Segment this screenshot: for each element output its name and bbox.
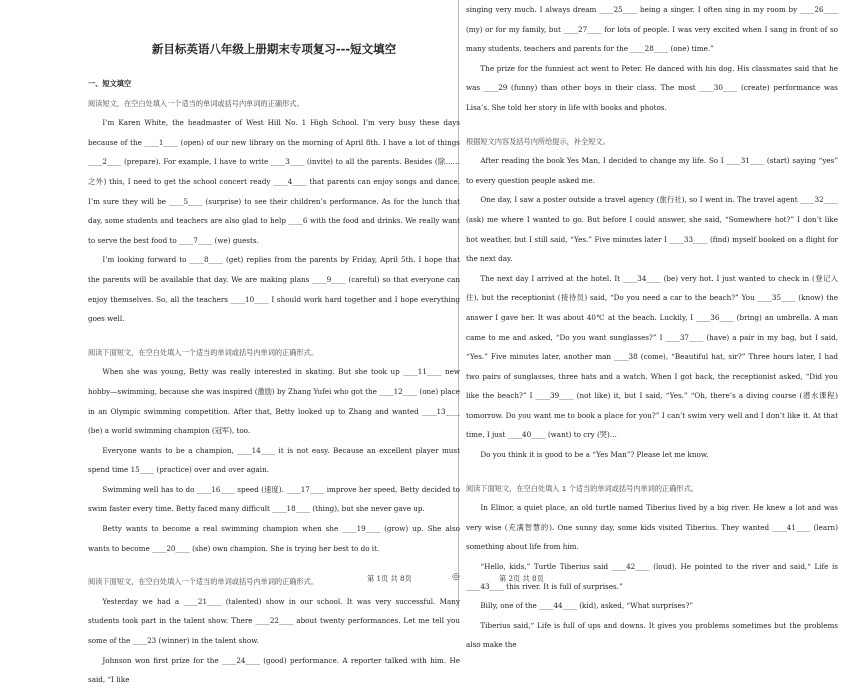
passage-paragraph: Do you think it is good to be a “Yes Man”? Please let me know. bbox=[480, 450, 709, 460]
passage-paragraph: Everyone wants to be a champion, ____14____ it is not easy. Because an excellent player must spend time 15____ (practice) over and over again. bbox=[88, 445, 460, 475]
passage-paragraph: Billy, one of the ____44____ (kid), asked, “What surprises?” bbox=[480, 601, 694, 611]
instruction-line: 阅读短文，在空白处填入一个适当的单词或括号内单词的正确形式。 bbox=[88, 98, 304, 108]
passage-paragraph: Tiberius said,“ Life is full of ups and downs. It gives you problems sometimes but the problems also make the bbox=[466, 620, 838, 650]
passage-paragraph: I’m looking forward to ____8____ (get) replies from the parents by Friday, April 5th. I hope that the parents will be available that day. We are making plans ____9____ (careful) so that everyone can enjoy themselves. So, all the teachers ____10____ I should work hard together and I hope everything goes well. bbox=[88, 255, 460, 324]
instruction-line: 阅读下面短文，在空白处填入一个适当的单词或括号内单词的正确形式。 bbox=[88, 347, 319, 357]
passage-paragraph: “Hello, kids,” Turtle Tiberius said ____42____ (loud). He pointed to the river and said,“ Life is ____43____ this river. It is full of surprises.” bbox=[466, 562, 838, 591]
passage-paragraph: I’m Karen White, the headmaster of West Hill No. 1 High School. I’m very busy these days because of the ____1____ (open) of our new library on the morning of April 8th. I have a lot of things ____2____ (prepare). For example, I have to write ____3____ (invite) to all the parents. Besides (除……之外) this, I need to get the school concert ready ____4____ that parents can enjoy songs and dance. I’m sure they will be ____5____ (surprise) to see their children’s performance. As for the lunch that day, some students and teachers are also glad to help ____6 with the food and drinks. We really want to serve the best food to ____7____ (we) guests. bbox=[88, 118, 460, 245]
section-gap bbox=[466, 118, 838, 132]
section-gap bbox=[88, 558, 460, 572]
section-gap bbox=[88, 329, 460, 343]
passage-paragraph: Betty wants to become a real swimming champion when she ____19____ (grow) up. She also wants to become ____20____ (she) own champion. She is trying her best to do it. bbox=[88, 524, 460, 553]
instruction-line: 阅读下面短文，在空白处填入一个适当的单词或括号内单词的正确形式。 bbox=[88, 577, 319, 587]
page-number-left: 第 1页 共 8页 bbox=[367, 574, 412, 583]
passage-paragraph: In Elinor, a quiet place, an old turtle named Tiberius lived by a big river. He knew a lot and was very wise (充满智慧的). One sunny day, some kids visited Tiberius. They wanted ____41____ (learn) something about life from him. bbox=[466, 503, 838, 552]
left-page bbox=[88, 0, 460, 690]
right-content bbox=[466, 0, 838, 655]
passage-paragraph: Yesterday we had a ____21____ (talented) show in our school. It was very successful. Many students took part in the talent show. There ____22____ about twenty performances. Let me tell you some of the ____23 (winner) in the talent show. bbox=[88, 596, 460, 646]
passage-paragraph: The prize for the funniest act went to Peter. He danced with his dog. His classmates said that he was ____29 (funny) than other boys in their class. The most ____30____ (create) performance was Lisa’s. She told her story in life with books and photos. bbox=[466, 63, 838, 112]
instruction-line: 阅读下面短文，在空白处填入 1 个适当的单词或括号内单词的正确形式。 bbox=[466, 483, 698, 493]
document-title: 新目标英语八年级上册期末专项复习---短文填空 bbox=[151, 42, 397, 56]
passage-paragraph: One day, I saw a poster outside a travel agency (旅行社), so I went in. The travel agent ____32____ (ask) me where I wanted to go. But before I could answer, she said, “Somewhere hot?” I don’t like hot weather, but I still said, “Yes.” Five minutes later I ____33____ (find) myself booked on a flight for the next day. bbox=[466, 195, 838, 264]
section-heading: 一、短文填空 bbox=[88, 79, 132, 88]
passage-paragraph: When she was young, Betty was really interested in skating. But she took up ____11____ new hobby—swimming, because she was inspired (激励) by Zhang Yufei who got the ____12____ (one) place in an Olympic swimming competition. After that, Betty looked up to Zhang and wanted ____13____ (be) a world swimming champion (冠军), too. bbox=[88, 367, 460, 436]
passage-paragraph: After reading the book Yes Man, I decided to change my life. So I ____31____ (start) saying “yes” to every question people asked me. bbox=[466, 156, 838, 185]
instruction-line: 根据短文内容及括号内所给提示，补全短文。 bbox=[466, 136, 610, 146]
passage-paragraph: Johnson won first prize for the ____24____ (good) performance. A reporter talked with him. He said, “I like bbox=[88, 655, 460, 685]
passage-paragraph: Swimming well has to do ____16____ speed (速度). ____17____ improve her speed, Betty decided to swim faster every time. Betty faced many difficult ____18____ (thing), but she never gave up. bbox=[88, 484, 460, 514]
passage-paragraph: singing very much. I always dream ____25____ being a singer. I often sing in my room by ____26____ (my) or for my family, but ____27____ for lots of people. I was very excited when I sang in front of so many students, teachers and parents for the ____28____ (one) time.” bbox=[466, 5, 838, 54]
left-content bbox=[88, 94, 460, 690]
passage-paragraph: The next day I arrived at the hotel. It ____34____ (be) very hot. I just wanted to check in (登记入住), but the receptionist (接待员) said, “Do you need a car to the beach?” You ____35____ (know) the answer I gave her. It was about 40℃ at the beach. Luckily, I ____36____ (bring) an umbrella. A man came to me and asked, “Do you want sunglasses?” I ____37____ (have) a pair in my bag, but I said, “Yes.” Five minutes later, another man ____38 (come), “Beautiful hat, sir?” Three hours later, I had two pairs of sunglasses, three hats and a watch. When I got back, the receptionist asked, “Did you like the beach?” I ____39____ (not like) it, but I said, “Yes.” “Oh, there’s a diving course (潜水课程) tomorrow. Do you want me to book a place for you?” I can’t swim very well and I don’t like it. At that time, I just ____40____ (want) to cry (哭)… bbox=[466, 273, 838, 440]
right-page bbox=[466, 0, 838, 655]
center-mark-icon: ◎ bbox=[452, 572, 460, 582]
page-number-right: 第 2页 共 8页 bbox=[499, 574, 544, 583]
section-gap bbox=[466, 465, 838, 479]
